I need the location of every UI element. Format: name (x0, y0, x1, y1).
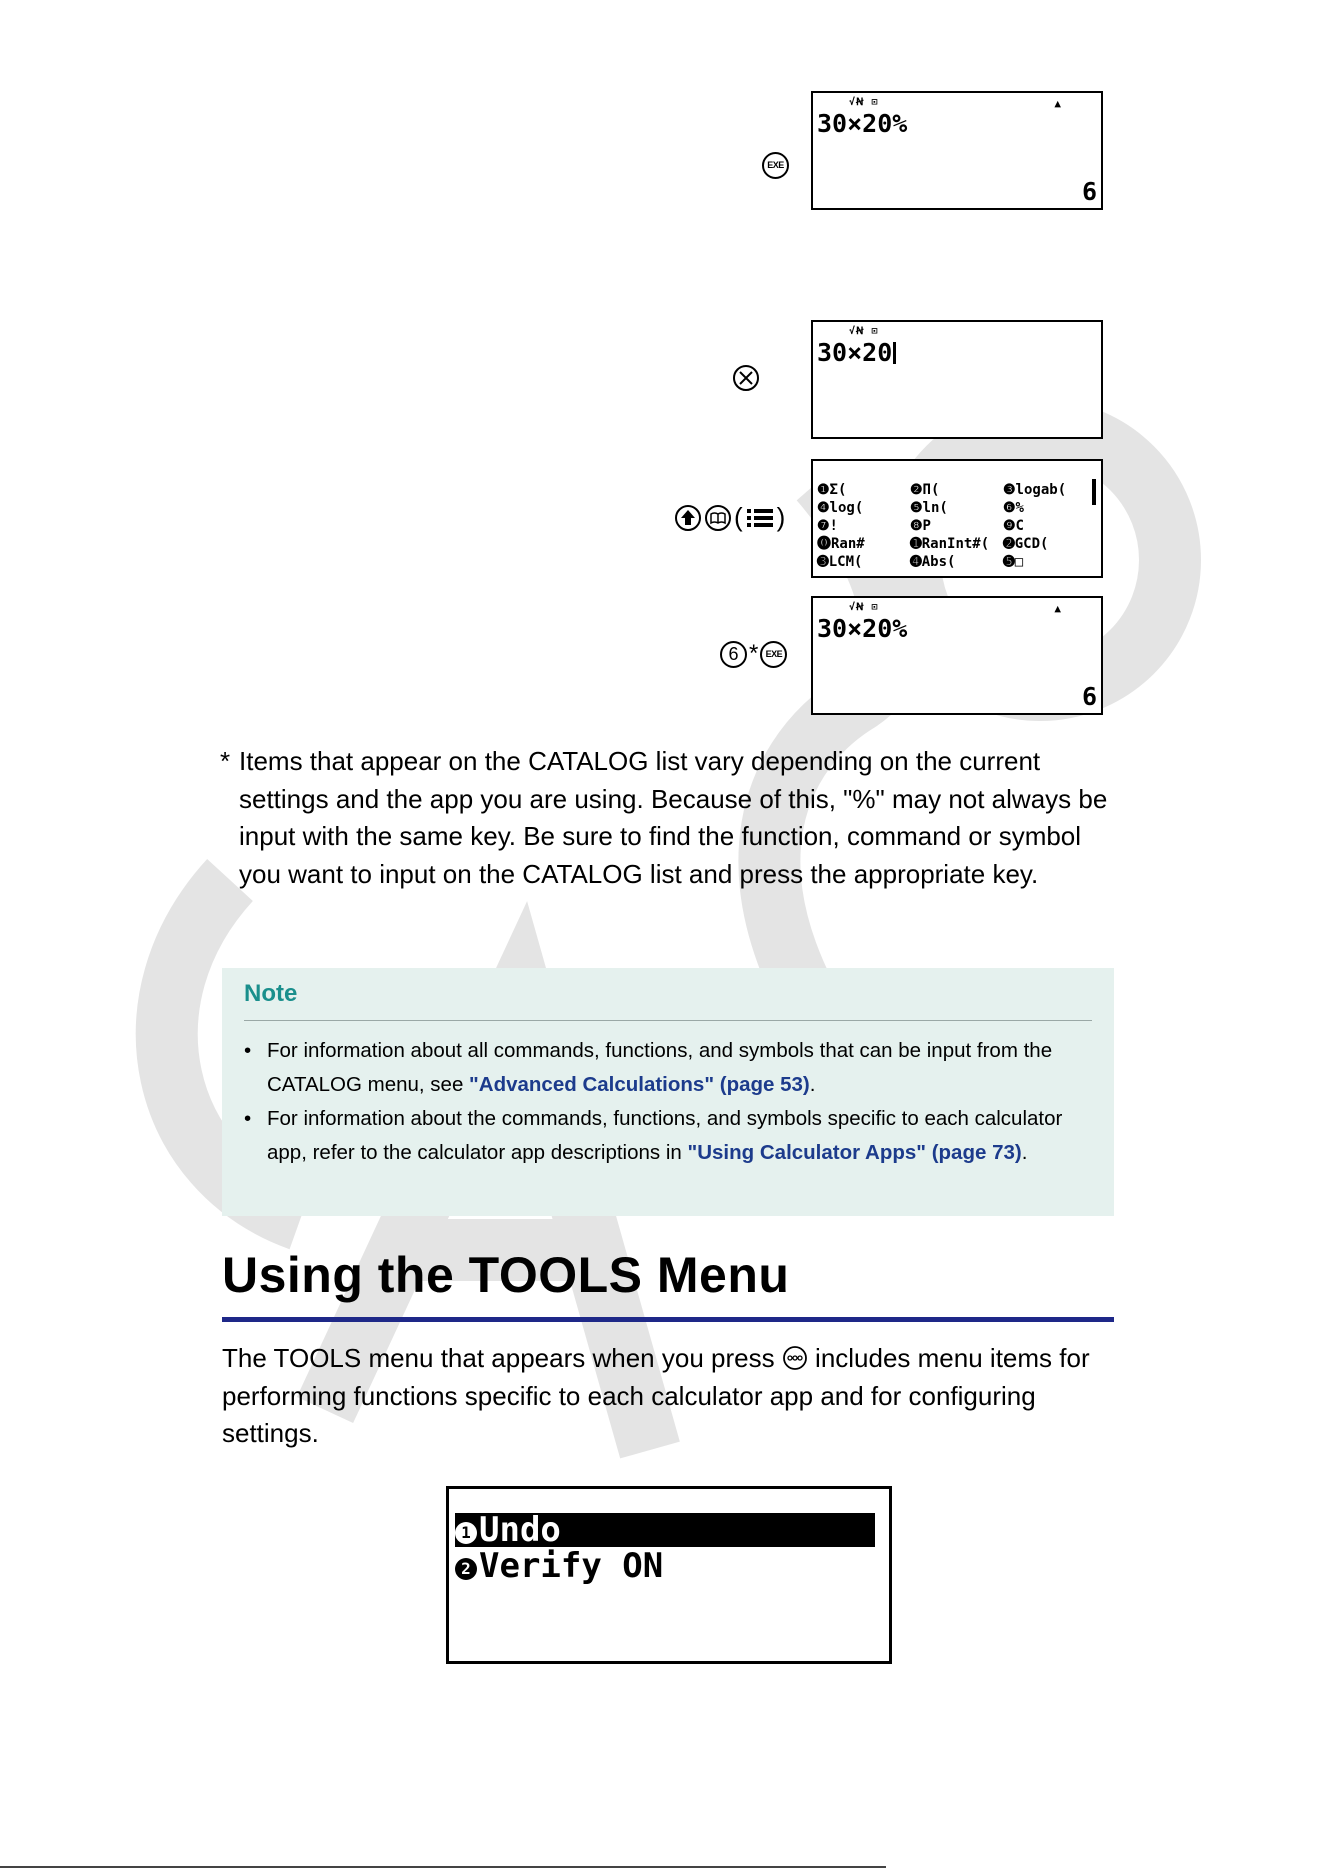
status-indicators: √Ꞥ ⊡ (849, 602, 879, 613)
catalog-item: ❸logab( (1003, 482, 1067, 498)
status-indicators: √Ꞥ ⊡ (849, 326, 879, 337)
catalog-item: ❻% (1003, 500, 1024, 516)
note-item-end: . (809, 1073, 816, 1096)
footnote-text: Items that appear on the CATALOG list vary depending on the current settings and the app you are using. Because of this, "%" may not always be input with the same key. Be sure to find the function, command or symbol you want to input on the CATALOG list and press the appropriate key. (239, 746, 1108, 889)
catalog-item: ➊RanInt#( (910, 536, 990, 552)
link-using-calculator-apps[interactable]: "Using Calculator Apps" (page 73) (687, 1141, 1022, 1164)
number-1-icon: 1 (455, 1522, 477, 1544)
bullet: • (244, 1107, 252, 1130)
calc-screen-1 (811, 91, 1103, 210)
tools-item-label: Undo (479, 1510, 561, 1550)
note-title: Note (244, 980, 298, 1007)
section-title: Using the TOOLS Menu (222, 1247, 790, 1303)
note-divider (244, 1020, 1092, 1021)
exe-key-icon: EXE (762, 152, 789, 179)
bullet: • (244, 1039, 252, 1062)
note-item-text: For information about all commands, functions, and symbols that can be input from the CATALOG menu, see (267, 1039, 1053, 1096)
expression: 30×20 (817, 338, 893, 367)
six-exe-key-step (720, 640, 787, 668)
up-arrow-icon: ▲ (1054, 97, 1061, 110)
catalog-item: ❾C (1003, 518, 1024, 534)
footnote-mark: * (220, 746, 231, 776)
catalog-item: ➎□ (1003, 554, 1024, 570)
catalog-list (817, 481, 1087, 571)
open-paren: ( (734, 502, 743, 532)
tools-menu-screen (446, 1486, 892, 1664)
note-box (222, 968, 1114, 1216)
footnote (220, 743, 1118, 893)
tools-item-verify (455, 1546, 664, 1586)
number-2-icon: 2 (455, 1558, 477, 1580)
six-key-icon: 6 (720, 641, 747, 668)
shift-key-icon (674, 504, 702, 532)
exe-key-icon: EXE (760, 641, 787, 668)
list-icon (745, 506, 775, 530)
multiply-key-step (732, 364, 760, 392)
expression-with-cursor (817, 338, 896, 367)
note-item-end: . (1021, 1141, 1028, 1164)
result: 6 (1081, 177, 1097, 206)
note-item (244, 1102, 1094, 1170)
calc-screen-2 (811, 320, 1103, 439)
catalog-item: ❹log( (817, 500, 864, 516)
section-paragraph (222, 1340, 1122, 1453)
scrollbar-indicator (1092, 479, 1096, 505)
catalog-item: ❼! (817, 518, 838, 534)
asterisk-mark: * (749, 640, 759, 667)
section-rule (222, 1317, 1114, 1322)
note-list (244, 1034, 1094, 1170)
up-arrow-icon: ▲ (1054, 602, 1061, 615)
catalog-item: ➋GCD( (1003, 536, 1049, 552)
catalog-item: ➍Abs( (910, 554, 956, 570)
catalog-item: ➌LCM( (817, 554, 863, 570)
catalog-item: ❷Π( (910, 482, 940, 498)
calc-screen-4 (811, 596, 1103, 715)
expression: 30×20% (817, 109, 908, 138)
exe-key-step1 (762, 152, 789, 179)
tools-key-icon (782, 1345, 808, 1371)
result: 6 (1081, 682, 1097, 711)
catalog-key-icon (704, 504, 732, 532)
shift-catalog-key-step (674, 502, 785, 533)
paragraph-text: includes menu items for performing functions specific to each calculator app and for configuring settings. (222, 1343, 1090, 1448)
link-advanced-calculations[interactable]: "Advanced Calculations" (page 53) (469, 1073, 810, 1096)
catalog-item: ❽P (910, 518, 931, 534)
tools-item-undo (455, 1510, 875, 1550)
status-indicators: √Ꞥ ⊡ (849, 97, 879, 108)
note-item (244, 1034, 1094, 1102)
catalog-screen (811, 459, 1103, 578)
cursor (893, 342, 896, 364)
catalog-item: ❶Σ( (817, 482, 847, 498)
multiply-key-icon (732, 364, 760, 392)
close-paren: ) (776, 502, 786, 532)
expression: 30×20% (817, 614, 908, 643)
tools-item-label: Verify ON (479, 1546, 664, 1586)
footer-rule (0, 1866, 886, 1868)
catalog-item: ❺ln( (910, 500, 948, 516)
paragraph-text: The TOOLS menu that appears when you press (222, 1343, 782, 1373)
note-item-text: For information about the commands, functions, and symbols specific to each calculator app, refer to the calculator app descriptions in (267, 1107, 1063, 1164)
catalog-item: ⓿Ran# (817, 536, 865, 552)
